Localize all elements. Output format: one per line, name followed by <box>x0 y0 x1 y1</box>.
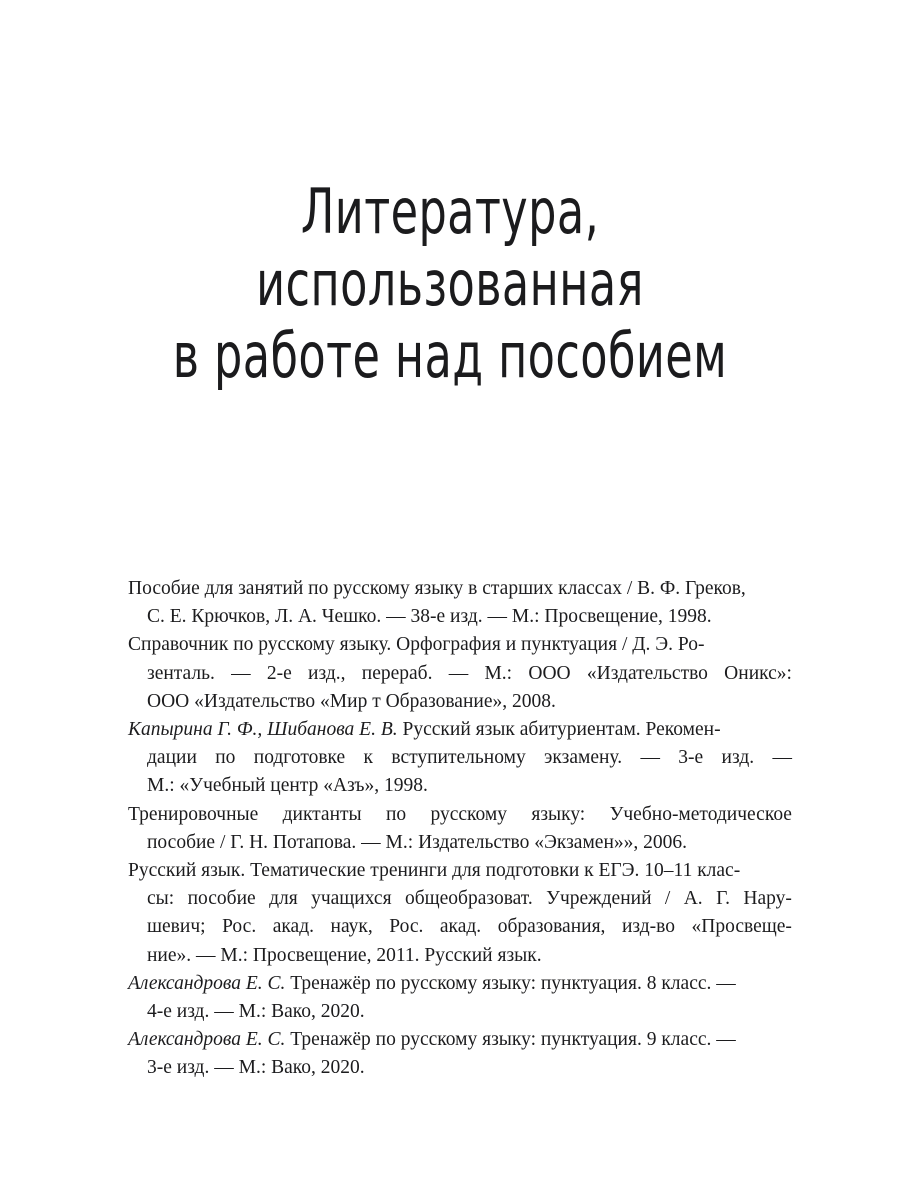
entry-word: сы: <box>147 888 175 910</box>
entry-word: Рос. <box>389 916 424 938</box>
entry-word: изд-во <box>621 916 675 938</box>
entry-word: шевич; <box>147 916 206 938</box>
bibliography-entry <box>128 631 792 716</box>
entry-word: для <box>269 888 298 910</box>
entry-word: образования, <box>497 916 606 938</box>
entry-word: языку: <box>531 803 586 825</box>
entry-word: подготовке <box>253 747 346 769</box>
bibliography-entry <box>128 857 792 970</box>
entry-word: акад. <box>439 916 482 938</box>
entry-word: диктанты <box>282 803 362 825</box>
entry-word: Г. <box>716 888 731 910</box>
entry-word: по <box>215 747 236 769</box>
entry-word: изд., <box>308 662 346 684</box>
page-title-line-3: в работе над пособием <box>172 319 728 392</box>
entry-word: учащихся <box>311 888 392 910</box>
entry-line <box>128 744 792 772</box>
entry-word: зенталь. <box>147 662 215 684</box>
entry-word: Учебно-методическое <box>609 803 792 825</box>
bibliography-list <box>128 575 792 1083</box>
entry-text: Тренажёр по русскому языку: пунктуация. 9 класс. — <box>285 1029 736 1051</box>
entry-text: Тренажёр по русскому языку: пунктуация. 8 класс. — <box>285 972 736 994</box>
entry-word: — <box>231 662 251 684</box>
entry-text: Русский язык абитуриентам. Рекомен- <box>397 719 721 741</box>
page-title <box>0 176 900 392</box>
entry-word: дации <box>147 747 197 769</box>
entry-word: Нару- <box>743 888 792 910</box>
entry-word: Рос. <box>222 916 257 938</box>
entry-word: ООО <box>528 662 571 684</box>
entry-word: русскому <box>430 803 508 825</box>
entry-line: Справочник по русскому языку. Орфография и пунктуация / Д. Э. Ро- <box>128 634 705 656</box>
bibliography-entry <box>128 1026 792 1082</box>
entry-word: / <box>664 888 671 910</box>
bibliography-entry <box>128 716 792 801</box>
entry-line: Пособие для занятий по русскому языку в старших классах / В. Ф. Греков, <box>128 578 746 599</box>
entry-word: «Просвеще- <box>691 916 792 938</box>
bibliography-entry <box>128 801 792 857</box>
entry-line: пособие / Г. Н. Потапова. — М.: Издательство «Экзамен»», 2006. <box>147 831 688 853</box>
entry-line <box>128 716 792 744</box>
page-title-line-2: использованная <box>256 247 644 320</box>
entry-author: Александрова Е. С. <box>128 972 286 994</box>
entry-word: вступительному <box>391 747 526 769</box>
entry-line: С. Е. Крючков, Л. А. Чешко. — 38-е изд. — М.: Просвещение, 1998. <box>147 606 712 628</box>
bibliography-entry <box>128 970 792 1026</box>
entry-word: экзамену. <box>544 747 623 769</box>
entry-line <box>128 885 792 913</box>
entry-word: к <box>363 747 374 769</box>
bibliography-entry <box>128 575 792 631</box>
entry-word: — <box>640 747 660 769</box>
entry-line: Русский язык. Тематические тренинги для подготовки к ЕГЭ. 10–11 клас- <box>128 860 741 882</box>
entry-line <box>128 970 792 998</box>
page-title-line-1: Литература, <box>300 175 600 248</box>
entry-word: по <box>385 803 407 825</box>
entry-author: Александрова Е. С. <box>128 1029 286 1051</box>
entry-word: 2-е <box>266 662 292 684</box>
entry-word: А. <box>683 888 703 910</box>
entry-word: наук, <box>330 916 373 938</box>
entry-line <box>128 801 792 829</box>
entry-word: перераб. <box>361 662 433 684</box>
entry-author: Капырина Г. Ф., Шибанова Е. В. <box>128 719 398 741</box>
entry-line <box>128 1026 792 1054</box>
entry-line: 4-е изд. — М.: Вако, 2020. <box>147 1001 365 1023</box>
entry-word: изд. <box>721 747 755 769</box>
entry-word: М.: <box>484 662 513 684</box>
entry-line: 3-е изд. — М.: Вако, 2020. <box>147 1057 365 1079</box>
entry-word: Тренировочные <box>128 803 259 825</box>
entry-word: пособие <box>187 888 256 910</box>
entry-word: 3-е <box>678 747 704 769</box>
entry-word: Оникс»: <box>724 662 792 684</box>
entry-line: ООО «Издательство «Мир т Образование», 2008. <box>147 690 556 712</box>
entry-word: Учреждений <box>546 888 652 910</box>
entry-word: — <box>448 662 469 684</box>
entry-word: акад. <box>272 916 314 938</box>
entry-word: — <box>772 747 792 769</box>
entry-line: М.: «Учебный центр «Азъ», 1998. <box>147 775 428 797</box>
entry-word: общеобразоват. <box>404 888 533 910</box>
entry-line: ние». — М.: Просвещение, 2011. Русский язык. <box>147 944 542 966</box>
entry-line <box>128 660 792 688</box>
entry-word: «Издательство <box>586 662 708 684</box>
entry-line <box>128 913 792 941</box>
